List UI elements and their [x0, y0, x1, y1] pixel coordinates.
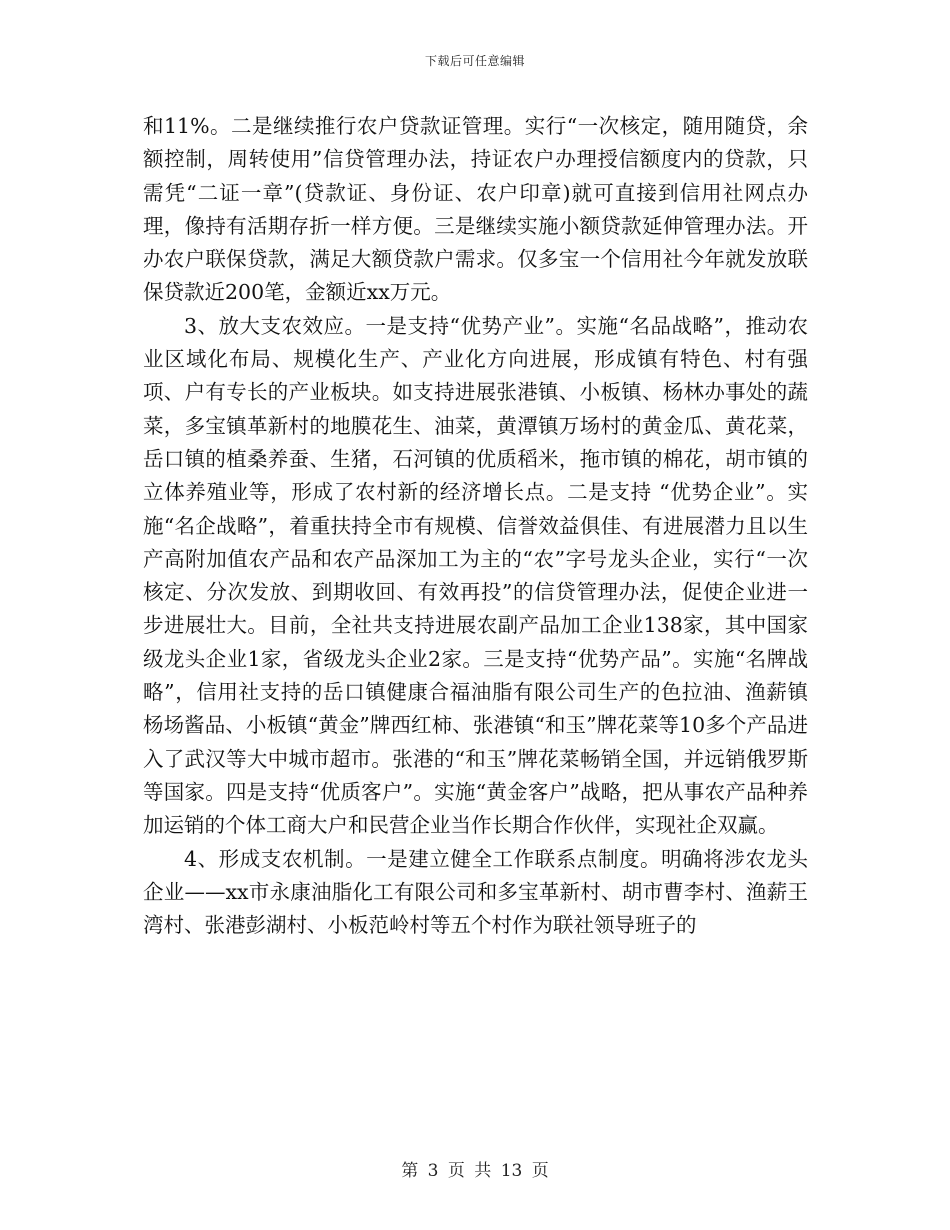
page-number-footer: 第 3 页 共 13 页 [401, 1161, 549, 1181]
paragraph-2: 3、放大支农效应。一是支持“优势产业”。实施“名品战略”，推动农业区域化布局、规模化生产、产业化方向进展，形成镇有特色、村有强项、户有专长的产业板块。如支持进展张港镇、小板镇、杨林办事处的蔬菜，多宝镇革新村的地膜花生、油菜，黄潭镇万场村的黄金瓜、黄花菜，岳口镇的植桑养蚕、生猪，石河镇的优质稻米，拖市镇的棉花，胡市镇的立体养殖业等，形成了农村新的经济增长点。二是支持 “优势企业”。实施“名企战略”，着重扶持全市有规模、信誉效益俱佳、有进展潜力且以生产高附加值农产品和农产品深加工为主的“农”字号龙头企业，实行“一次核定、分次发放、到期收回、有效再投”的信贷管理办法，促使企业进一步进展壮大。目前，全社共支持进展农副产品加工企业138家，其中国家级龙头企业1家，省级龙头企业2家。三是支持“优势产品”。实施“名牌战略”，信用社支持的岳口镇健康合福油脂有限公司生产的色拉油、渔薪镇杨场酱品、小板镇“黄金”牌西红柿、张港镇“和玉”牌花菜等10多个产品进入了武汉等大中城市超市。张港的“和玉”牌花菜畅销全国，并远销俄罗斯等国家。四是支持“优质客户”。实施“黄金客户”战略，把从事农产品种养加运销的个体工商大户和民营企业当作长期合作伙伴，实现社企双赢。 [143, 313, 808, 838]
paragraph-1: 和11%。二是继续推行农户贷款证管理。实行“一次核定，随用随贷，余额控制，周转使用”信贷管理办法，持证农户办理授信额度内的贷款，只需凭“二证一章”(贷款证、身份证、农户印章)就可直接到信用社网点办理，像持有活期存折一样方便。三是继续实施小额贷款延伸管理办法。开办农户联保贷款，满足大额贷款户需求。仅多宝一个信用社今年就发放联保贷款近200笔，金额近xx万元。 [143, 114, 808, 305]
paragraph-3: 4、形成支农机制。一是建立健全工作联系点制度。明确将涉农龙头企业——xx市永康油脂化工有限公司和多宝革新村、胡市曹李村、渔薪王湾村、张港彭湖村、小板范岭村等五个村作为联社领导班子的 [143, 846, 808, 938]
document-body [143, 110, 808, 942]
page-header: 下载后可任意编辑 [424, 54, 525, 68]
